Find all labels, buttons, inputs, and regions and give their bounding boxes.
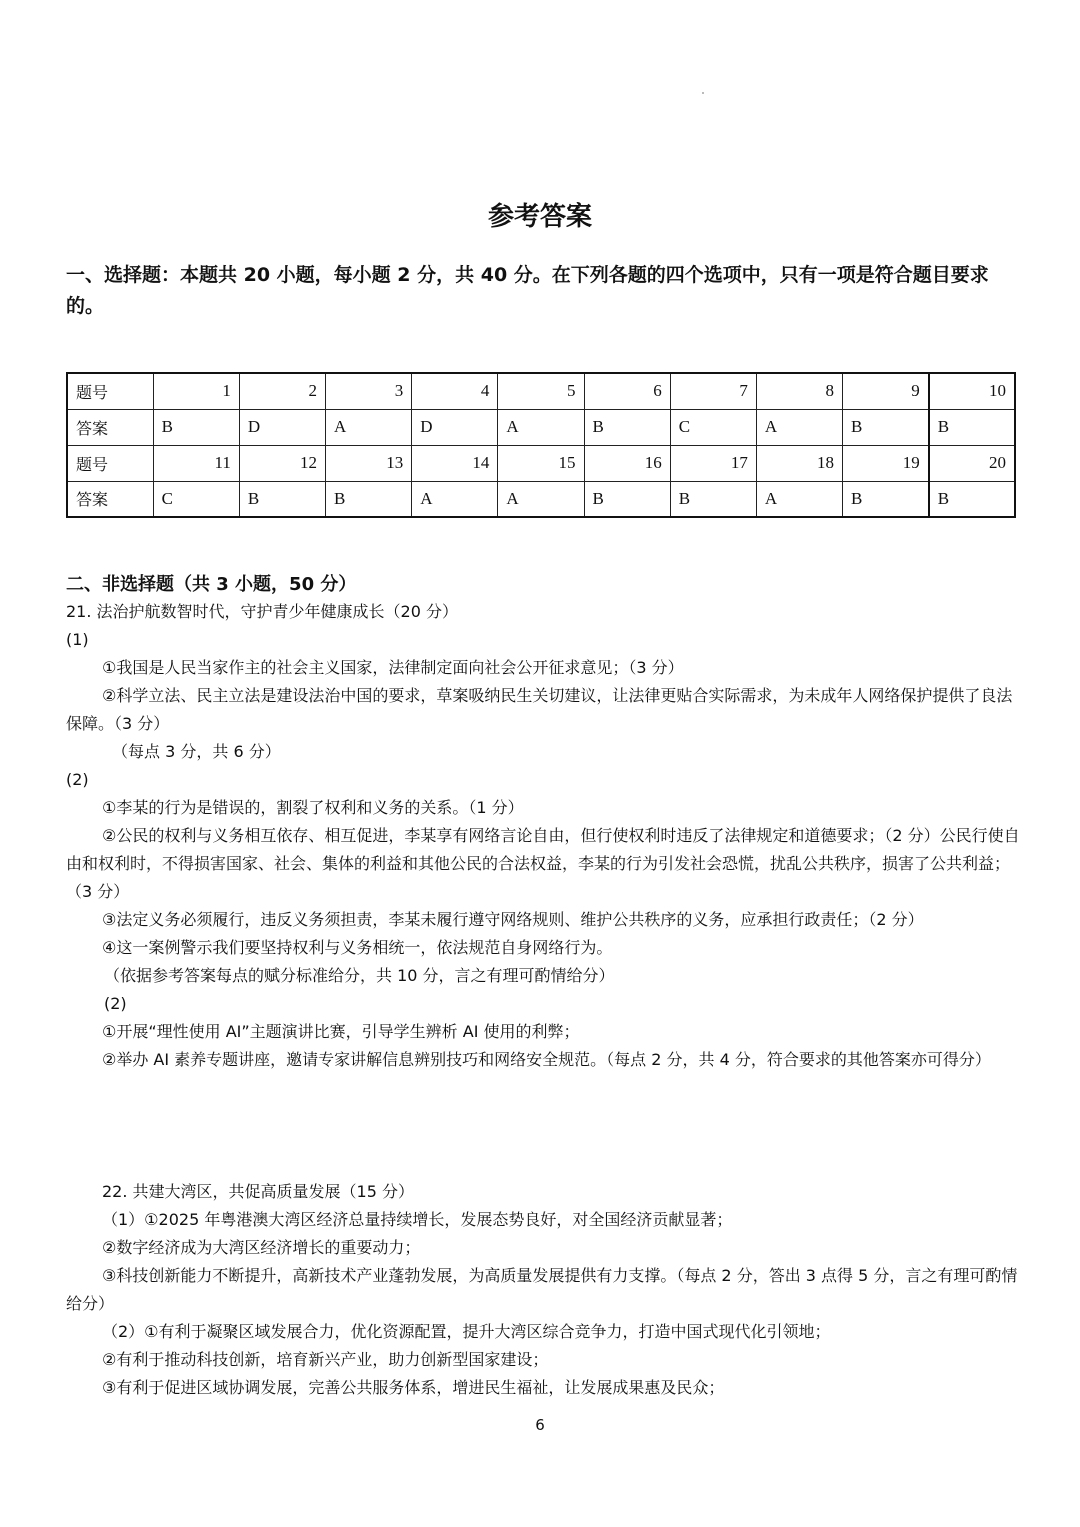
answer-point: ②举办 AI 素养专题讲座，邀请专家讲解信息辨别技巧和网络安全规范。（每点 2 分，共 4 分，符合要求的其他答案亦可得分） — [102, 1050, 991, 1069]
question-number: 4 — [412, 373, 498, 409]
row-label: 答案 — [67, 481, 153, 517]
answer-cell: B — [239, 481, 325, 517]
answer-cell: B — [929, 481, 1015, 517]
answer-cell: B — [929, 409, 1015, 445]
answer-point: ③有利于促进区域协调发展，完善公共服务体系，增进民生福祉，让发展成果惠及民众； — [102, 1378, 725, 1397]
answer-cell: B — [584, 481, 670, 517]
question-number: 6 — [584, 373, 670, 409]
answer-cell: D — [412, 409, 498, 445]
answer-point: ②公民的权利与义务相互依存、相互促进，李某享有网络言论自由，但行使权利时违反了法律规定和道德要求；（2 分）公民行使自由和权利时，不得损害国家、社会、集体的利益和其他公民的合法权益，李某的行为引发社会恐慌，扰乱公共秩序，损害了公共利益；（3 分） — [66, 826, 1020, 901]
table-row-answers-1 — [67, 409, 1015, 445]
answer-point: （1）①2025 年粤港澳大湾区经济总量持续增长，发展态势良好，对全国经济贡献显著； — [102, 1210, 733, 1229]
question-number: 14 — [412, 445, 498, 481]
answer-point: ①李某的行为是错误的，割裂了权利和义务的关系。（1 分） — [102, 798, 524, 817]
question-number: 17 — [670, 445, 756, 481]
section1-heading: 一、选择题：本题共 20 小题，每小题 2 分，共 40 分。在下列各题的四个选项中，只有一项是符合题目要求的。 — [66, 264, 989, 317]
question-number: 1 — [153, 373, 239, 409]
answer-cell: D — [239, 409, 325, 445]
answer-cell: A — [412, 481, 498, 517]
answer-cell: B — [326, 481, 412, 517]
page-number: 6 — [535, 1416, 545, 1434]
question-number: 5 — [498, 373, 584, 409]
answer-cell: B — [843, 481, 929, 517]
score-note: （每点 3 分，共 6 分） — [112, 742, 281, 761]
answer-point: （2）①有利于凝聚区域发展合力，优化资源配置，提升大湾区综合竞争力，打造中国式现代化引领地； — [102, 1322, 831, 1341]
row-label: 答案 — [67, 409, 153, 445]
answer-point: ①开展“理性使用 AI”主题演讲比赛，引导学生辨析 AI 使用的利弊； — [102, 1022, 580, 1041]
answer-cell: A — [756, 409, 842, 445]
answer-cell: B — [584, 409, 670, 445]
row-label: 题号 — [67, 445, 153, 481]
part-label: (2) — [104, 994, 127, 1013]
answer-cell: B — [670, 481, 756, 517]
question-22-block — [66, 1178, 1020, 1402]
answer-point: ②数字经济成为大湾区经济增长的重要动力； — [102, 1238, 421, 1257]
answer-point: ①我国是人民当家作主的社会主义国家，法律制定面向社会公开征求意见；（3 分） — [102, 658, 684, 677]
question-number: 8 — [756, 373, 842, 409]
question-number: 20 — [929, 445, 1015, 481]
answer-cell: B — [153, 409, 239, 445]
question-number: 16 — [584, 445, 670, 481]
score-note: （依据参考答案每点的赋分标准给分，共 10 分，言之有理可酌情给分） — [104, 966, 615, 985]
question-21-title: 21. 法治护航数智时代，守护青少年健康成长（20 分） — [66, 602, 458, 621]
answer-table — [66, 372, 1016, 518]
question-number: 9 — [843, 373, 929, 409]
answer-cell: C — [670, 409, 756, 445]
scan-speck — [702, 92, 704, 94]
answer-cell: A — [498, 409, 584, 445]
question-number: 7 — [670, 373, 756, 409]
answer-point: ④这一案例警示我们要坚持权利与义务相统一，依法规范自身网络行为。 — [102, 938, 613, 957]
question-number: 18 — [756, 445, 842, 481]
answer-cell: A — [756, 481, 842, 517]
answer-point: ③科技创新能力不断提升，高新技术产业蓬勃发展，为高质量发展提供有力支撑。（每点 2 分，答出 3 点得 5 分，言之有理可酌情给分） — [66, 1266, 1018, 1313]
question-number: 12 — [239, 445, 325, 481]
answer-point: ②有利于推动科技创新，培育新兴产业，助力创新型国家建设； — [102, 1350, 549, 1369]
question-number: 3 — [326, 373, 412, 409]
answer-cell: A — [498, 481, 584, 517]
table-row-numbers-1 — [67, 373, 1015, 409]
answer-point: ②科学立法、民主立法是建设法治中国的要求，草案吸纳民生关切建议，让法律更贴合实际需求，为未成年人网络保护提供了良法保障。（3 分） — [66, 686, 1013, 733]
question-number: 15 — [498, 445, 584, 481]
answer-cell: B — [843, 409, 929, 445]
question-number: 11 — [153, 445, 239, 481]
part-label: (1) — [66, 630, 89, 649]
question-22-title: 22. 共建大湾区，共促高质量发展（15 分） — [102, 1182, 414, 1201]
answer-cell: A — [326, 409, 412, 445]
part-label: (2) — [66, 770, 89, 789]
row-label: 题号 — [67, 373, 153, 409]
table-row-answers-2 — [67, 481, 1015, 517]
question-number: 13 — [326, 445, 412, 481]
question-21-block — [66, 598, 1020, 1074]
page-title: 参考答案 — [487, 202, 592, 232]
answer-point: ③法定义务必须履行，违反义务须担责，李某未履行遵守网络规则、维护公共秩序的义务，应承担行政责任；（2 分） — [102, 910, 924, 929]
section2-heading: 二、非选择题（共 3 小题，50 分） — [66, 574, 357, 595]
question-number: 19 — [843, 445, 929, 481]
question-number: 10 — [929, 373, 1015, 409]
answer-cell: C — [153, 481, 239, 517]
table-row-numbers-2 — [67, 445, 1015, 481]
question-number: 2 — [239, 373, 325, 409]
